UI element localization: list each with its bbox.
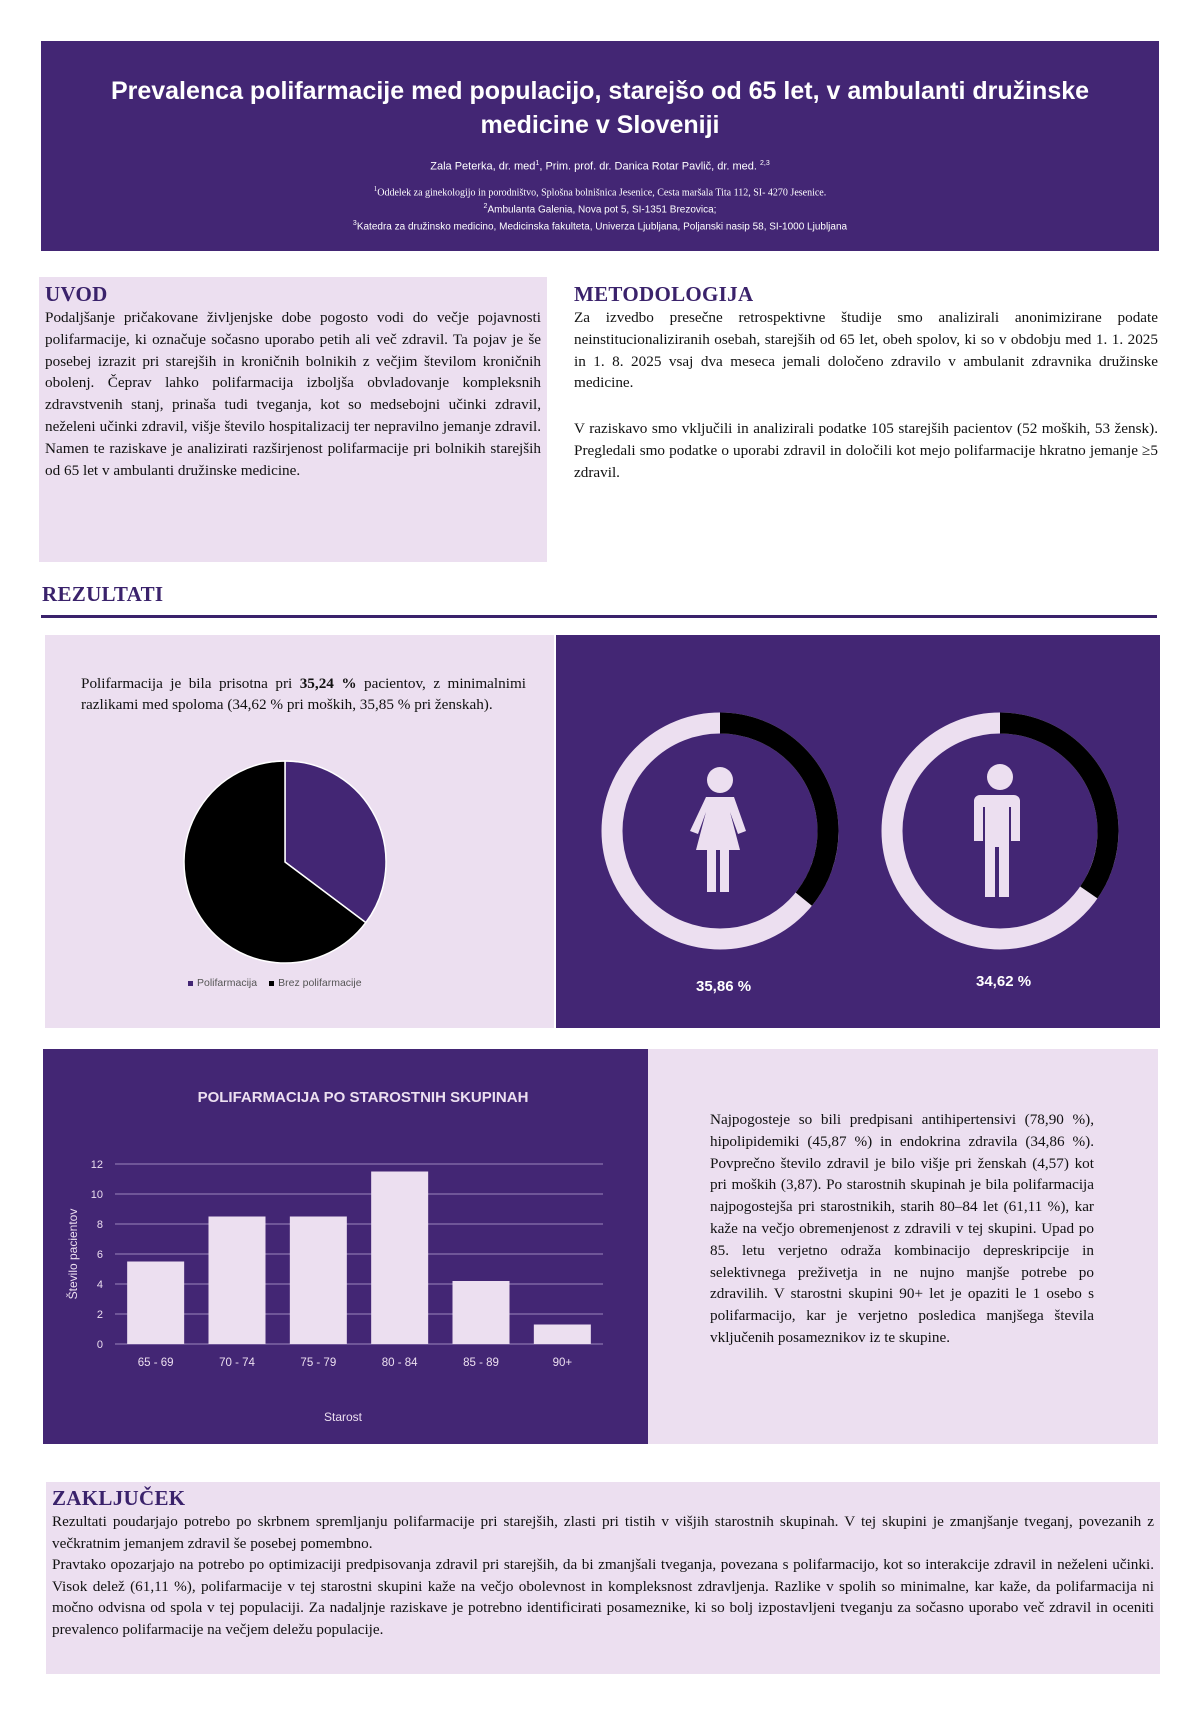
bar-65-69 xyxy=(127,1262,184,1345)
male-person-icon xyxy=(974,764,1020,897)
male-percent-label: 34,62 % xyxy=(976,973,1032,990)
x-tick-label: 70 - 74 xyxy=(219,1357,255,1369)
poster-header xyxy=(41,41,1159,251)
y-tick-label: 6 xyxy=(96,1249,103,1261)
zakljucek-section xyxy=(46,1482,1160,1674)
zakljucek-paragraph-2: Pravtako opozarjajo na potrebo po optimizaciji predpisovanja zdravil pri starejših, da bi zmanjšali tveganja, povezana s polifarmacijo, kot so interakcije zdravil in neželeni učinki. Visok delež (61,11 %), polifarmacije v tej starostni skupini kaže na večjo obolevnost in kompleksnost zdravljenja. Razlike v spolih so minimalne, kar kaže, da polifarmacija ni močno odvisna od spola v tej populaciji. Za nadaljnje raziskave je potrebno identificirati posameznike, ki so bolj izpostavljeni tveganju za sočasno uporabo več zdravil in oceniti prevalenco polifarmacije na večjem deležu populacije. xyxy=(52,1556,1154,1638)
x-axis-label: Starost xyxy=(323,1410,363,1424)
y-tick-label: 12 xyxy=(90,1159,103,1171)
y-tick-label: 8 xyxy=(96,1219,103,1231)
legend-item-brez: Brez polifarmacije xyxy=(269,977,361,989)
metodologija-paragraph-1: Za izvedbo presečne retrospektivne študije smo analizirali anonimizirane podate neinstitucionaliziranih osebah, starejših od 65 let, obeh spolov, ki so v obdobju med 1. 1. 2025 in 1. 8. 2025 vsaj dva meseca jemali določeno zdravilo v ambulanit zdravnika družinske medicine. xyxy=(574,309,1158,392)
bar-75-79 xyxy=(290,1217,347,1345)
legend-item-polifarmacija: Polifarmacija xyxy=(188,977,257,989)
rezultati-title: REZULTATI xyxy=(42,582,164,606)
gender-panel xyxy=(556,635,1160,1028)
bar-80-84 xyxy=(371,1172,428,1345)
female-percent-label: 35,86 % xyxy=(696,978,752,995)
rezultati-divider xyxy=(41,615,1157,618)
bar-90plus xyxy=(534,1325,591,1345)
x-tick-label: 90+ xyxy=(552,1357,573,1369)
uvod-text: Podaljšanje pričakovane življenjske dobe pogosto vodi do večje pojavnosti polifarmacije, ki označuje sočasno uporabo petih ali več zdravil. Ta pojav je še posebej izrazit pri starejših in kroničnih bolnikih z večjim številom kroničnih obolenj. Čeprav lahko polifarmacija izboljša obvladovanje kompleksnih zdravstvenih stanj, prinaša tudi tveganja, kot so medsebojni učinki zdravil, neželeni učinki zdravil, višje število hospitalizacij ter nepravilno jemanje zdravil. Namen te raziskave je analizirati razširjenost polifarmacije pri bolnikih starejših od 65 let v ambulanti družinske medicine. xyxy=(45,309,541,479)
y-tick-label: 2 xyxy=(96,1309,103,1321)
x-tick-label: 75 - 79 xyxy=(300,1357,337,1369)
pie-panel xyxy=(45,635,554,1028)
uvod-section xyxy=(39,277,547,562)
rezultati-intro: Polifarmacija je bila prisotna pri 35,24 % pacientov, z minimalnimi razlikami med spoloma (34,62 % pri moških, 35,85 % pri ženskah). xyxy=(81,675,526,713)
bar-85-89 xyxy=(453,1281,510,1344)
y-tick-label: 4 xyxy=(96,1279,103,1291)
uvod-title: UVOD xyxy=(45,282,108,306)
poster-title: Prevalenca polifarmacije med populacijo, starejšo od 65 let, v ambulanti družinske medicine v Sloveniji xyxy=(110,77,1090,139)
y-tick-label: 10 xyxy=(90,1189,103,1201)
affiliation-3: $^3$Katedra za družinsko medicino, Medicinska fakulteta, Univerza Ljubljana, Poljanski nasip 58, SI-1000 Ljubljana xyxy=(352,220,848,233)
female-person-icon xyxy=(690,767,746,892)
metodologija-section xyxy=(568,277,1158,484)
pie-legend xyxy=(188,977,362,989)
bar-chart xyxy=(43,1049,648,1444)
gender-donuts xyxy=(556,635,1160,1028)
bar-chart-panel xyxy=(43,1049,648,1444)
results-text-panel xyxy=(648,1049,1158,1444)
y-axis-label: Število pacientov xyxy=(66,1208,80,1300)
author-1: Zala Peterka, dr. med xyxy=(430,160,536,173)
pie-chart xyxy=(45,635,554,1028)
metodologija-paragraph-2: V raziskavo smo vključili in analizirali podatke 105 starejših pacientov (52 moških, 53 žensk). Pregledali smo podatke o uporabi zdravil in določili kot mejo polifarmacije hkratno jemanje ≥5 zdravil. xyxy=(574,420,1158,481)
bar-chart-title: POLIFARMACIJA PO STAROSTNIH SKUPINAH xyxy=(197,1089,529,1106)
affiliation-1: $^1$Oddelek za ginekologijo in porodništvo, Splošna bolnišnica Jesenice, Cesta maršala Tita 112, SI- 4270 Jesenice. xyxy=(373,184,827,198)
y-tick-label: 0 xyxy=(96,1339,103,1351)
metodologija-title: METODOLOGIJA xyxy=(574,282,754,306)
results-text: Najpogosteje so bili predpisani antihipertensivi (78,90 %), hipolipidemiki (45,87 %) in endokrina zdravila (34,86 %). Povprečno število zdravil je bilo višje pri ženskah (4,57) kot pri moških (3,87). Po starostnih skupinah je bila polifarmacija najpogostejša pri starostnikih, starih 80–84 let (61,11 %), kar kaže na večjo obremenjenost z zdravili v tej skupini. Upad po 85. letu verjetno odraža kombinacijo depreskripcije in selektivnega preživetja in ne nujno manjše potrebe po zdravilih. V starostni skupini 90+ let je opaziti le 1 osebo s polifarmacijo, kar je verjetno posledica manjšega števila vključenih posameznikov iz te skupine. xyxy=(710,1111,1094,1346)
author-2: , Prim. prof. dr. Danica Rotar Pavlič, dr. med. xyxy=(539,160,761,173)
zakljucek-paragraph-1: Rezultati poudarjajo potrebo po skrbnem spremljanju polifarmacije pri starejših, zlasti pri tistih v višjih starostnih skupinah. V tej skupini je zmanjšanje tveganj, povezanih z večkratnim jemanjem zdravil še posebej pomembno. xyxy=(52,1513,1154,1552)
x-tick-label: 65 - 69 xyxy=(137,1357,174,1369)
x-tick-label: 85 - 89 xyxy=(463,1357,499,1369)
zakljucek-title: ZAKLJUČEK xyxy=(52,1486,186,1510)
author-line: Zala Peterka, dr. med$^1$, Prim. prof. dr. Danica Rotar Pavlič, dr. med. $^{2,3}$ xyxy=(430,160,770,173)
x-tick-label: 80 - 84 xyxy=(381,1357,418,1369)
bar-70-74 xyxy=(209,1217,266,1345)
affiliation-2: $^2$Ambulanta Galenia, Nova pot 5, SI-1351 Brezovica; xyxy=(483,202,717,216)
